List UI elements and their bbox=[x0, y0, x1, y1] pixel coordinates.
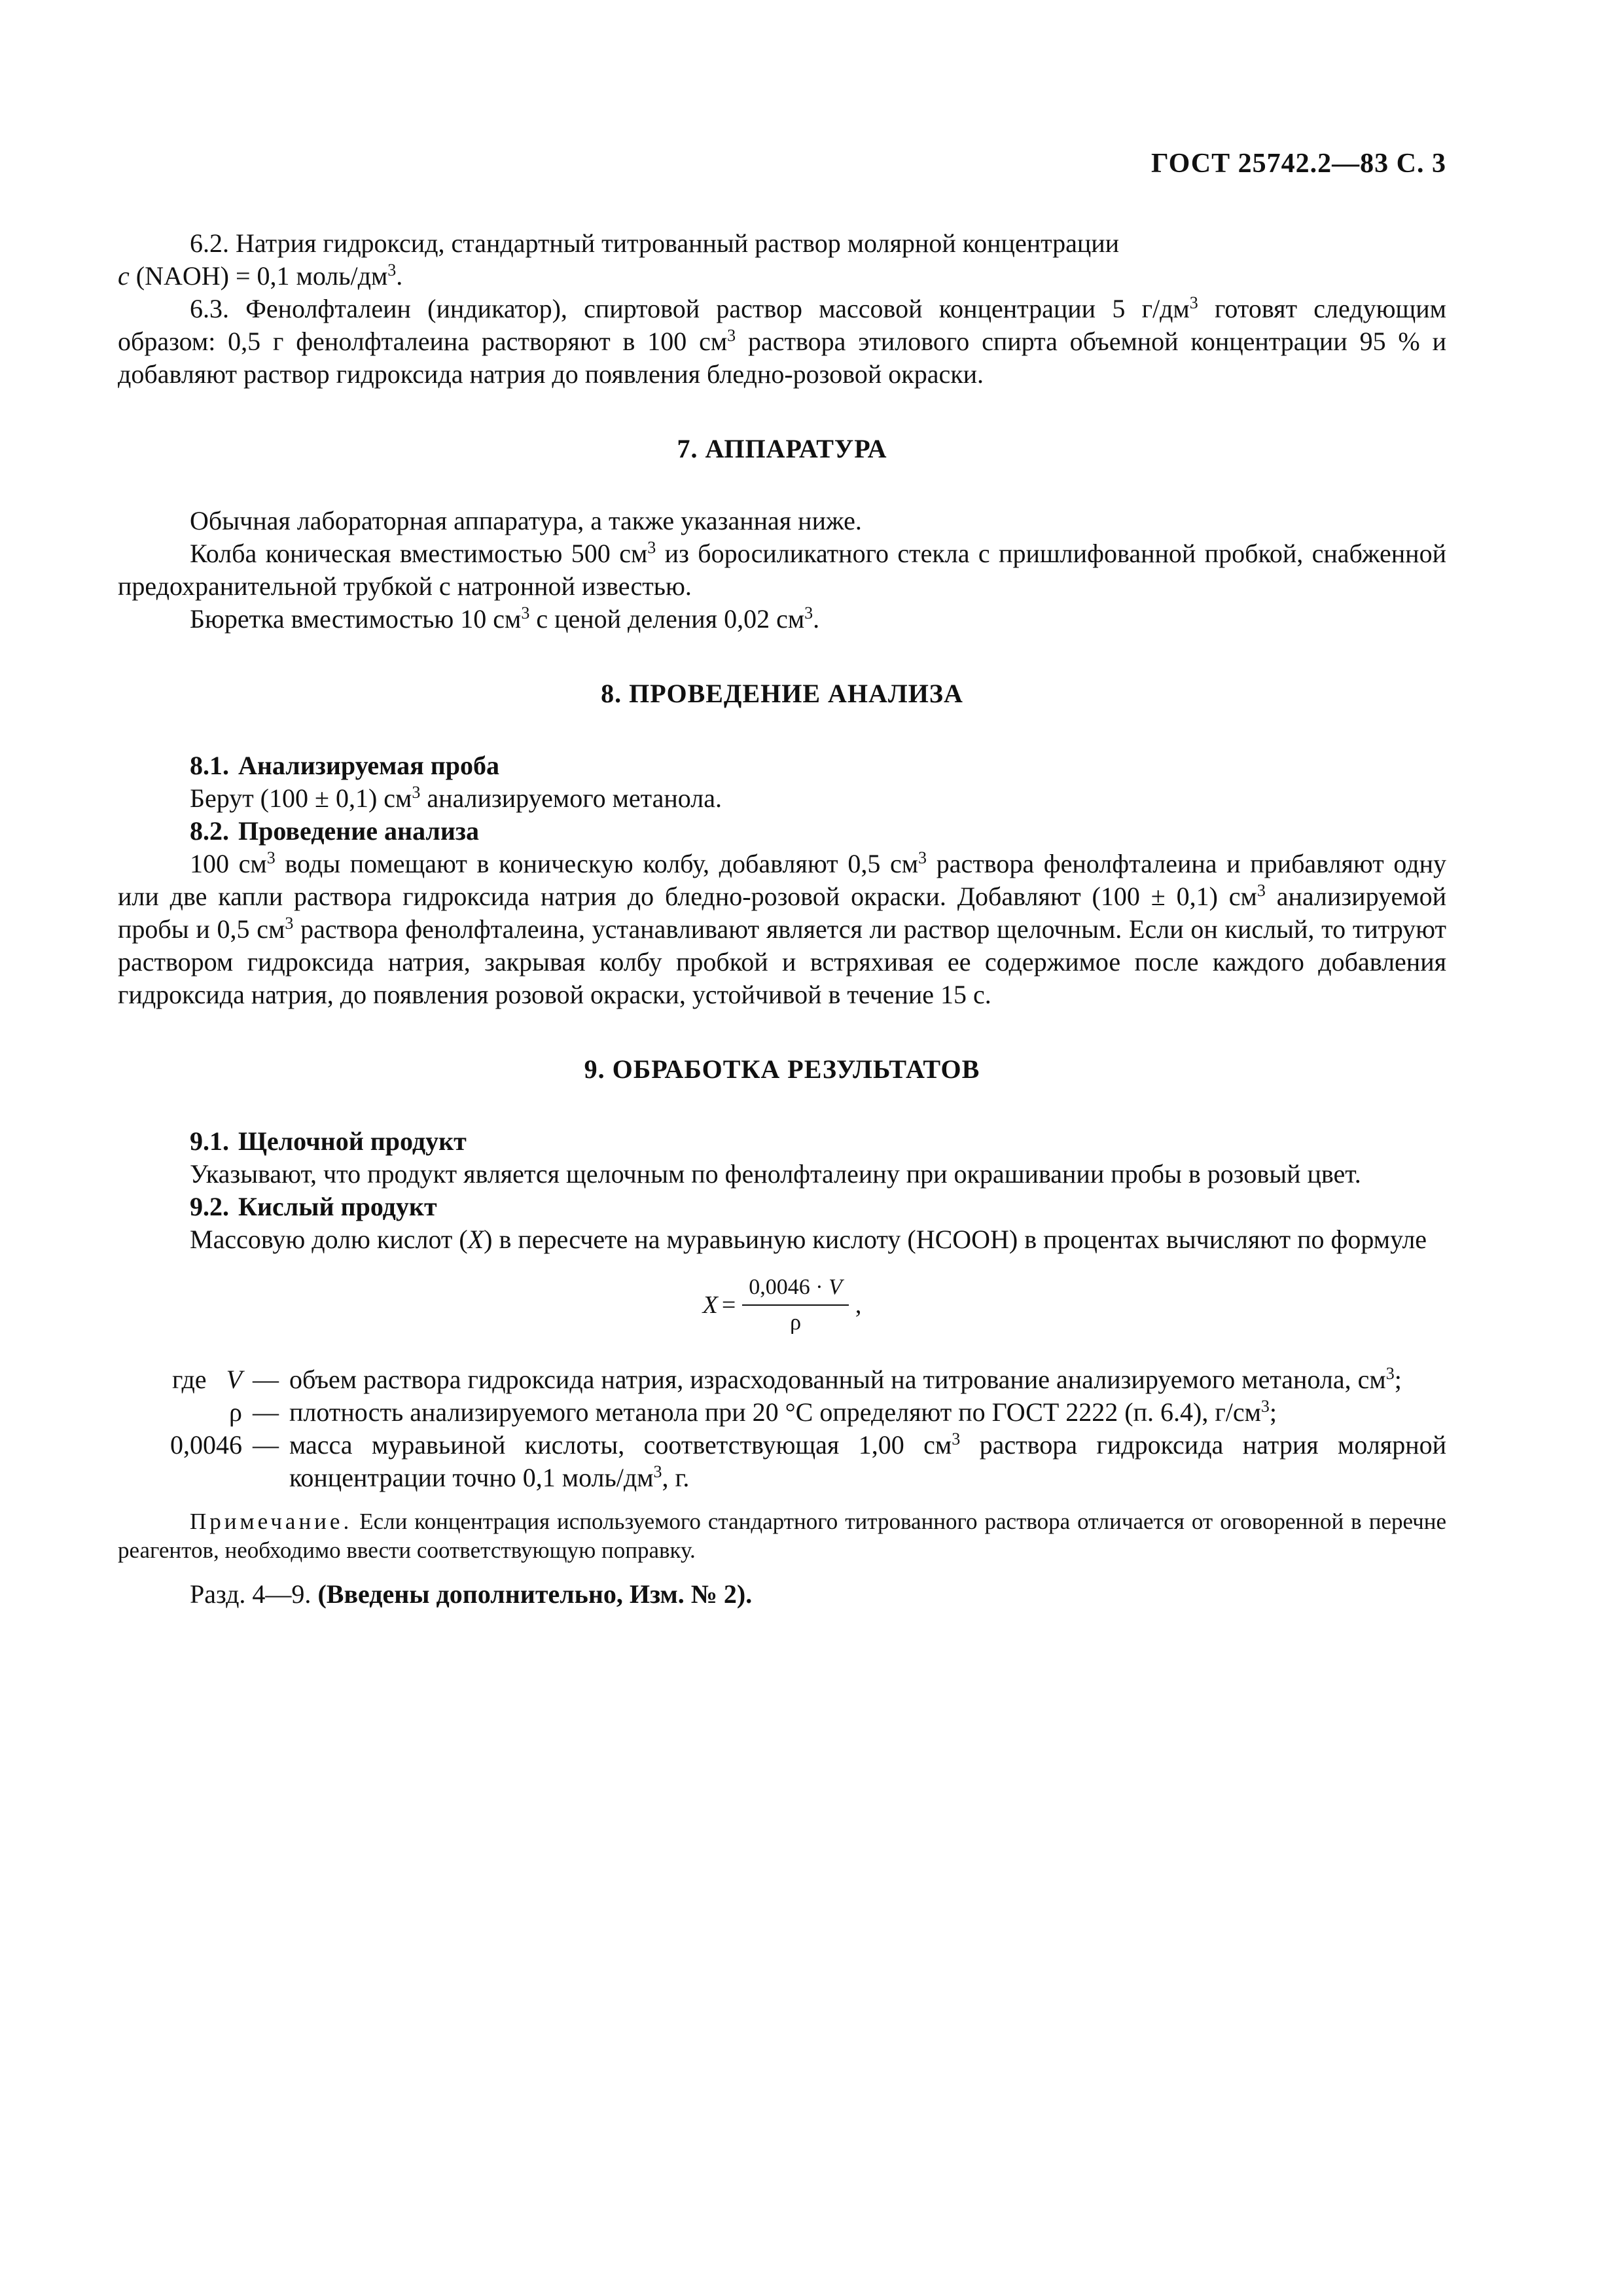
formula-mass-fraction bbox=[118, 1273, 1446, 1337]
section-8-title: 8. ПРОВЕДЕНИЕ АНАЛИЗА bbox=[601, 679, 963, 708]
formula-equals: = bbox=[721, 1291, 736, 1319]
subsection-8-2-heading: 8.2. Проведение анализа bbox=[190, 816, 479, 846]
formula-lhs: X bbox=[702, 1291, 718, 1319]
document-page bbox=[118, 147, 1446, 1611]
formula-definitions bbox=[118, 1363, 1446, 1494]
subsection-8-1-text: Берут (100 ± 0,1) $см^3$ анализируемого метанола. bbox=[190, 783, 722, 813]
subsection-9-1-heading: 9.1. Щелочной продукт bbox=[190, 1126, 467, 1156]
definition-constant: 0,0046 — масса муравьиной кислоты, соответствующая 1,00 $см^3$ раствора гидроксида натрия молярной концентрации точно 0,1 моль/$дм^3$, г. bbox=[170, 1429, 1447, 1492]
note: Примечание. Если концентрация используемого стандартного титрованного раствора отличается от оговоренной в перечне реагентов, необходимо ввести соответствующую поправку. bbox=[118, 1509, 1446, 1563]
definition-rho: ρ — плотность анализируемого метанола при 20 °С определяют по ГОСТ 2222 (п. 6.4), $г/см^3$; bbox=[229, 1397, 1277, 1427]
section-7-paragraph-2: Колба коническая вместимостью 500 $см^3$ из боросиликатного стекла с пришлифованной пробкой, снабженной предохранительной трубкой с натронной известью. bbox=[118, 538, 1446, 601]
subsection-9-2-heading: 9.2. Кислый продукт bbox=[190, 1192, 437, 1221]
formula-fraction bbox=[742, 1273, 849, 1337]
amendment-note: Разд. 4—9. (Введены дополнительно, Изм. № 2). bbox=[190, 1579, 753, 1609]
definition-v: где V — объем раствора гидроксида натрия, израсходованный на титрование анализируемого метанола, $см^3$; bbox=[172, 1364, 1402, 1394]
subsection-9-2-text: Массовую долю кислот (X) в пересчете на муравьиную кислоту (HCOOH) в процентах вычисляют по формуле bbox=[190, 1225, 1427, 1254]
paragraph-6-2: 6.2. Натрия гидроксид, стандартный титрованный раствор молярной концентрации c (NAOH) = 0,1 моль/$дм^3$. bbox=[118, 228, 1120, 291]
section-9-title: 9. ОБРАБОТКА РЕЗУЛЬТАТОВ bbox=[584, 1054, 980, 1084]
formula-denominator: ρ bbox=[790, 1310, 802, 1335]
paragraph-6-3: 6.3. Фенолфталеин (индикатор), спиртовой раствор массовой концентрации 5 $г/дм^3$ готовят следующим образом: 0,5 г фенолфталеина растворяют в 100 $см^3$ раствора этилового спирта объемной концентрации 95 % и добавляют раствор гидроксида натрия до появления бледно-розовой окраски. bbox=[118, 293, 1446, 389]
page-header: ГОСТ 25742.2—83 С. 3 bbox=[1150, 149, 1446, 179]
section-7-paragraph-1: Обычная лабораторная аппаратура, а также указанная ниже. bbox=[190, 506, 862, 535]
formula-numerator: 0,0046 · V bbox=[742, 1273, 849, 1306]
section-7-paragraph-3: Бюретка вместимостью 10 $см^3$ с ценой деления 0,02 $см^3$. bbox=[190, 603, 820, 634]
subsection-9-1-text: Указывают, что продукт является щелочным по фенолфталеину при окрашивании пробы в розовый цвет. bbox=[190, 1159, 1361, 1189]
section-7-title: 7. АППАРАТУРА bbox=[677, 434, 887, 463]
subsection-8-1-heading: 8.1. Анализируемая проба bbox=[190, 751, 500, 780]
formula-tail: , bbox=[855, 1291, 862, 1319]
subsection-8-2-text: 100 $см^3$ воды помещают в коническую колбу, добавляют 0,5 $см^3$ раствора фенолфталеина и прибавляют одну или две капли раствора гидроксида натрия до бледно-розовой окраски. Добавляют (100 ± 0,1) $см^3$ анализируемой пробы и 0,5 $см^3$ раствора фенолфталеина, устанавливают является ли раствор щелочным. Если он кислый, то титруют раствором гидроксида натрия, закрывая колбу пробкой и встряхивая ее содержимое после каждого добавления гидроксида натрия, до появления розовой окраски, устойчивой в течение 15 с. bbox=[118, 848, 1446, 1009]
